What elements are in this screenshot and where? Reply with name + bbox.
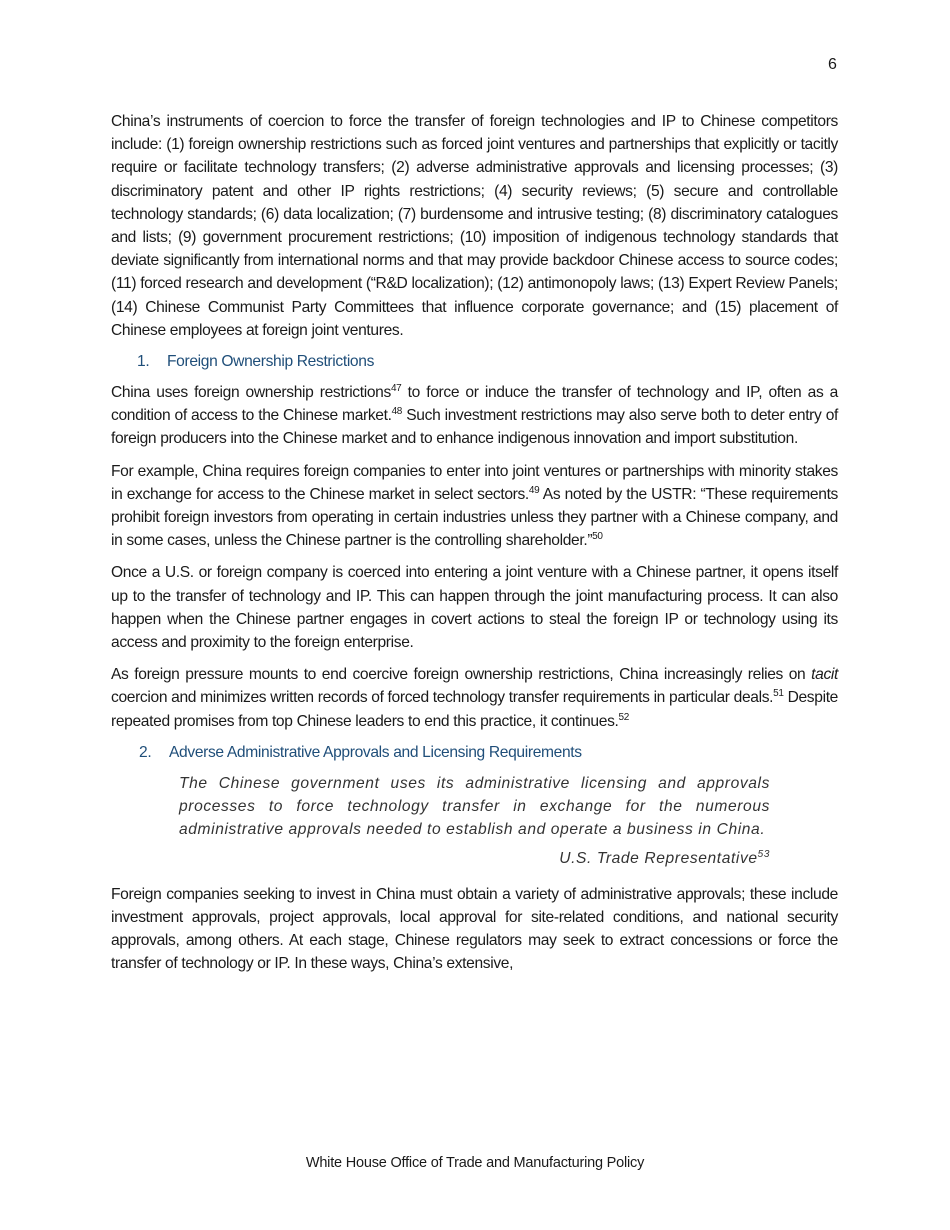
footnote-ref[interactable]: 47 [390,383,402,395]
footnote-ref[interactable]: 53 [757,849,770,861]
footnote-ref[interactable]: 51 [773,688,784,700]
quote-attribution [111,847,770,870]
text-run: China’s instruments of coercion to force the transfer of foreign technologies and IP to Chinese competitors include: (1) foreign ownership restrictions such as forced joint ventures and partnerships that explicitly or tacitly require or facilitate technology transfers; (2) adverse administrative approvals and licensing processes; (3) discriminatory patent and other IP rights restrictions; (4) security reviews; (5) secure and controllable technology standards; (6) data localization; (7) burdensome and intrusive testing; (8) discriminatory catalogues and lists; (9) government procurement restrictions; (10) imposition of indigenous technology standards that deviate significantly from international norms and that may provide backdoor Chinese access to source codes; (11) forced research and development (“R&D localization); (12) antimonopoly laws; (13) Expert Review Panels; (14) Chinese Communist Party Committees that influence corporate governance; and (15) placement of Chinese employees at foreign joint ventures. [111,113,838,339]
page-number: 6 [828,56,837,73]
section-title: Foreign Ownership Restrictions [167,353,375,371]
text-run: For example, China requires foreign companies to enter into joint ventures or partnerships with minority stakes in exchange for access to the Chinese market in select sectors. [111,462,838,503]
section-title: Adverse Administrative Approvals and Licensing Requirements [169,743,582,761]
paragraph [111,110,838,342]
footnote-ref[interactable]: 50 [592,531,603,543]
text-run: coercion and minimizes written records of forced technology transfer requirements in particular deals. [111,689,774,707]
section-heading [111,742,838,764]
text-run: to force or induce the transfer of technology and IP, often as a condition of access to the Chinese market. [111,384,839,425]
text-run: Such investment restrictions may also serve both to deter entry of foreign producers into the Chinese market and to enhance indigenous innovation and import substitution. [111,407,838,448]
footnote-ref[interactable]: 49 [528,484,540,496]
text-run: As foreign pressure mounts to end coercive foreign ownership restrictions, China increasingly relies on [111,666,812,684]
paragraph [111,561,838,654]
paragraph [111,381,838,451]
section-number: 2. [139,743,152,761]
paragraph [111,663,838,733]
footnote-ref[interactable]: 48 [391,406,403,418]
text-run: As noted by the USTR: “These requirements prohibit foreign investors from operating in certain industries unless they partner with a Chinese company, and in some cases, unless the Chinese partner is the controlling shareholder.” [111,485,838,550]
footnote-ref[interactable]: 52 [618,711,629,723]
text-run: Foreign companies seeking to invest in China must obtain a variety of administrative approvals; these include investment approvals, project approvals, local approval for site-related conditions, and national security approvals, among others. At each stage, Chinese regulators may seek to extract concessions or force the transfer of technology or IP. In these ways, China’s extensive, [111,885,838,973]
page-footer: White House Office of Trade and Manufacturing Policy [305,1155,645,1171]
paragraph [111,460,838,553]
emphasis-text: tacit [811,666,838,684]
section-number: 1. [137,353,150,371]
text-run: Once a U.S. or foreign company is coerced into entering a joint venture with a Chinese partner, it opens itself up to the transfer of technology and IP. This can happen through the joint manufacturing process. It can also happen when the Chinese partner engages in covert actions to steal the foreign IP or technology using its access and proximity to the foreign enterprise. [111,564,838,652]
block-quote: The Chinese government uses its administrative licensing and approvals processes to force technology transfer in exchange for the numerous administrative approvals needed to establish and operate a business in China. [179,774,770,839]
document-body [111,110,838,985]
paragraph [111,883,838,976]
text-run: China uses foreign ownership restrictions [111,384,391,402]
text-run: Despite repeated promises from top Chinese leaders to end this practice, it continues. [111,689,838,730]
section-heading [111,351,838,373]
attribution-text: U.S. Trade Representative [559,850,758,868]
